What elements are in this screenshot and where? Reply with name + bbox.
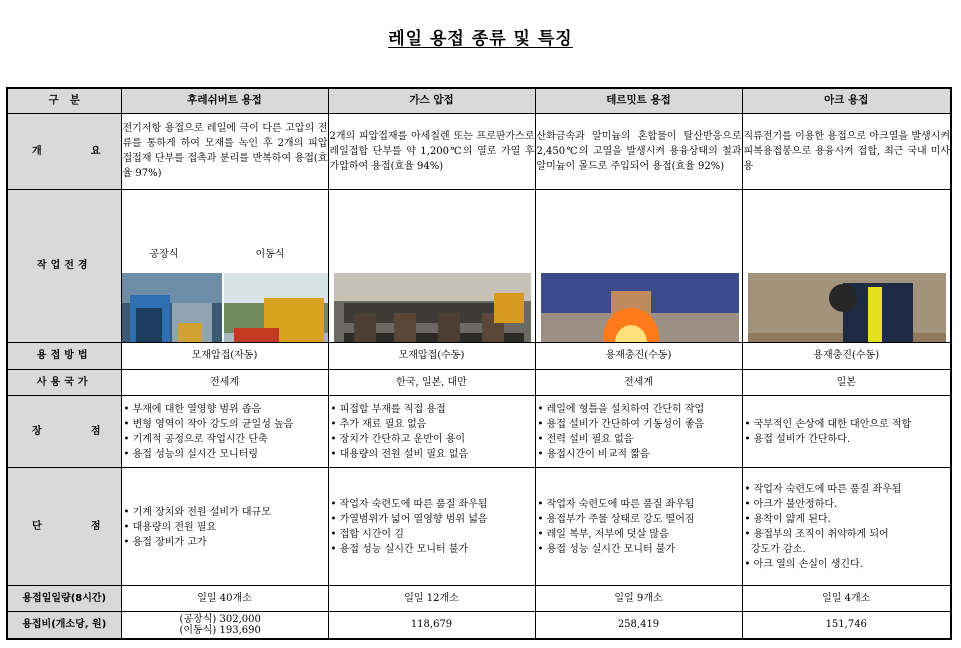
disadvantages-gas-pressure [328, 467, 535, 585]
list-item: • 용접 장비가 고가 [123, 536, 207, 548]
daily-flash-butt: 일일 40개소 [121, 585, 328, 611]
row-advantages [7, 395, 951, 467]
cost-thermit: 258,419 [535, 611, 742, 639]
list-item: • 부재에 대한 열영향 범위 좁음 [123, 404, 262, 415]
countries-gas-pressure: 한국, 일본, 대만 [328, 369, 535, 395]
label-advantages: 장 점 [7, 395, 121, 467]
list-item: • 용접부의 조직이 취약하게 되어 [744, 529, 889, 540]
label-cost: 용접비(개소당, 원) [7, 611, 121, 639]
list-item: • 용접 성능 실시간 모니터 불가 [537, 544, 676, 555]
arc-welding-photo [748, 273, 946, 343]
list-item: • 피접합 부재를 직접 용접 [330, 404, 446, 415]
list-item: • 용접 성능의 실시간 모니터링 [123, 449, 259, 460]
row-overview [7, 113, 951, 189]
countries-arc: 일본 [742, 369, 951, 395]
list-item: • 접합 시간이 김 [330, 529, 404, 540]
row-cost [7, 611, 951, 639]
worksite-arc [742, 189, 951, 342]
list-item: • 용접 성능 실시간 모니터 불가 [330, 544, 469, 555]
overview-thermit: 산화금속과 알미늄의 혼합물이 탈산반응으로 2,450℃의 고열을 발생시켜 용융상태의 철과 알미늄이 몰드로 주입되어 용접(효율 92%) [535, 113, 742, 189]
label-method: 용접방법 [7, 342, 121, 369]
daily-thermit: 일일 9개소 [535, 585, 742, 611]
header-gas-pressure: 가스 압접 [328, 88, 535, 113]
list-item: • 아크 열의 손실이 생긴다. [744, 559, 863, 570]
countries-flash-butt: 전세계 [121, 369, 328, 395]
disadvantages-arc [742, 467, 951, 585]
header-arc: 아크 용접 [742, 88, 951, 113]
advantages-flash-butt [121, 395, 328, 467]
list-item: • 작업자 숙련도에 따른 품질 좌우됨 [330, 499, 488, 510]
label-disadvantages: 단 점 [7, 467, 121, 585]
list-item: • 용착이 얇게 된다. [744, 514, 831, 525]
countries-thermit: 전세계 [535, 369, 742, 395]
list-item: • 기계 장치와 전원 설비가 대규모 [123, 506, 271, 518]
row-method [7, 342, 951, 369]
advantages-thermit [535, 395, 742, 467]
list-item: • 레일에 형틀을 설치하여 간단히 작업 [537, 404, 705, 415]
overview-gas-pressure: 2개의 피압접재를 아세칠렌 또는 프로판가스로 레일접합 단부를 약 1,200℃의 열로 가열 후 가압하여 용접(효율 94%) [328, 113, 535, 189]
list-item: 강도가 감소. [744, 544, 806, 555]
caption-mobile: 이동식 [255, 248, 285, 260]
table-header-row [7, 88, 951, 113]
daily-gas-pressure: 일일 12개소 [328, 585, 535, 611]
rail-welding-table [6, 87, 952, 640]
list-item: • 대용량의 전원 필요 [123, 521, 217, 533]
list-item: • 용접 설비가 간단하여 기동성이 좋음 [537, 419, 705, 430]
daily-arc: 일일 4개소 [742, 585, 951, 611]
list-item: • 장치가 간단하고 운반이 용이 [330, 434, 466, 445]
list-item: • 아크가 불안정하다. [744, 499, 838, 510]
cost-flash-butt: (공장식) 302,000 (이동식) 193,690 [121, 611, 328, 639]
list-item: • 용접시간이 비교적 짧음 [537, 449, 650, 460]
worksite-flash-butt [121, 189, 328, 342]
disadvantages-thermit [535, 467, 742, 585]
list-item: • 가열범위가 넓어 열영향 범위 넓음 [330, 514, 488, 525]
worksite-thermit [535, 189, 742, 342]
factory-welding-photo [122, 273, 222, 343]
list-item: • 대용량의 전원 설비 필요 없음 [330, 449, 469, 460]
list-item: • 용접 설비가 간단하다. [744, 434, 851, 445]
overview-flash-butt: 전기저항 용접으로 레일에 극이 다른 고압의 전류를 통하게 하여 모재를 녹인 후 2개의 피압 접접재 단부를 접촉과 분리를 반복하여 용접(효율 97%) [121, 113, 328, 189]
method-arc: 용재충진(수동) [742, 342, 951, 369]
list-item: • 작업자 숙련도에 따른 품질 좌우됨 [744, 484, 902, 495]
disadvantages-flash-butt [121, 467, 328, 585]
document-title: 레일 용접 종류 및 특징 [388, 29, 573, 49]
header-flash-butt: 후레쉬버트 용접 [121, 88, 328, 113]
overview-arc: 직류전기를 이용한 용접으로 아크열을 발생시켜 피복용접봉으로 용융시켜 접합, 최근 국내 미사용 [742, 113, 951, 189]
label-worksite: 작업전경 [7, 189, 121, 342]
method-flash-butt: 모재압접(자동) [121, 342, 328, 369]
advantages-gas-pressure [328, 395, 535, 467]
cost-gas-pressure: 118,679 [328, 611, 535, 639]
advantages-arc [742, 395, 951, 467]
row-worksite [7, 189, 951, 342]
list-item: • 국부적인 손상에 대한 대안으로 적합 [744, 419, 912, 430]
list-item: • 추가 재료 필요 없음 [330, 419, 427, 430]
row-daily-output [7, 585, 951, 611]
mobile-welding-photo [224, 273, 328, 343]
list-item: • 전력 설비 필요 없음 [537, 434, 634, 445]
row-countries [7, 369, 951, 395]
header-category: 구 분 [7, 88, 121, 113]
list-item: • 레일 복부, 저부에 덧살 많음 [537, 529, 669, 540]
list-item: • 용접부가 주물 상태로 강도 떨어짐 [537, 514, 695, 525]
label-daily-output: 용접일일량(8시간) [7, 585, 121, 611]
row-disadvantages [7, 467, 951, 585]
cost-arc: 151,746 [742, 611, 951, 639]
thermit-welding-photo [541, 273, 739, 343]
caption-factory: 공장식 [149, 248, 179, 260]
list-item: • 변형 영역이 작아 강도의 균일성 높음 [123, 419, 294, 430]
gas-welding-photo [334, 273, 531, 343]
worksite-gas-pressure [328, 189, 535, 342]
method-gas-pressure: 모재압접(수동) [328, 342, 535, 369]
label-overview: 개 요 [7, 113, 121, 189]
list-item: • 기계적 공정으로 작업시간 단축 [123, 434, 268, 445]
header-thermit: 테르밋트 용접 [535, 88, 742, 113]
list-item: • 작업자 숙련도에 따른 품질 좌우됨 [537, 499, 695, 510]
label-countries: 사용국가 [7, 369, 121, 395]
method-thermit: 용재충진(수동) [535, 342, 742, 369]
